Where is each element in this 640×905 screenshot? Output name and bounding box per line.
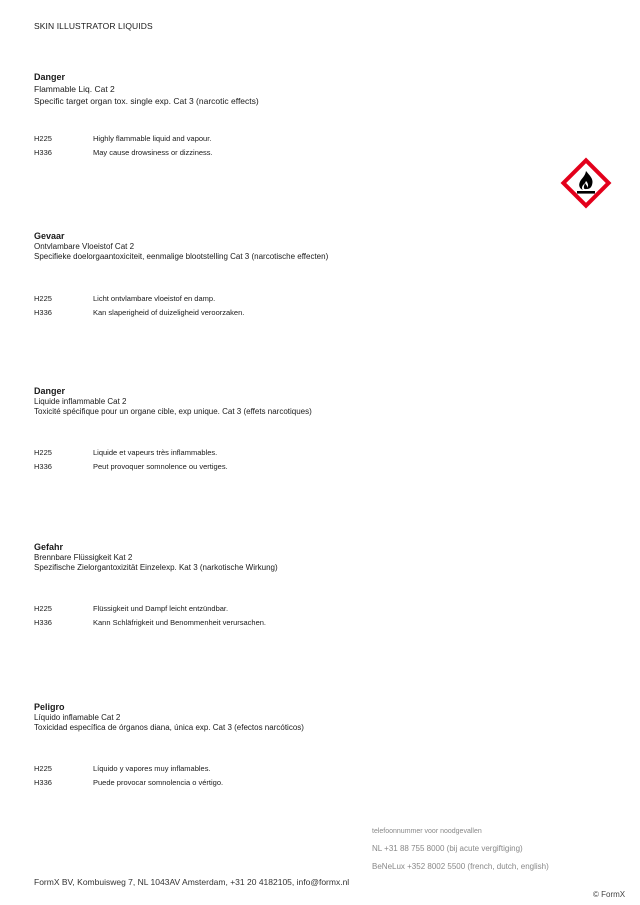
hazard-section-english [34,71,554,157]
hazard-text: Kan slaperigheid of duizeligheid veroorzaken. [93,308,245,317]
hazard-row [34,132,554,146]
hazard-code: H225 [34,764,52,773]
signal-word: Danger [34,386,66,396]
classification-line: Ontvlambare Vloeistof Cat 2 [34,242,135,251]
signal-word: Peligro [34,702,65,712]
hazard-code: H336 [34,148,52,157]
hazard-row [34,146,554,160]
classification-line: Toxicidad específica de órganos diana, única exp. Cat 3 (efectos narcóticos) [34,723,304,732]
hazard-section-dutch [34,230,554,317]
classification-line: Líquido inflamable Cat 2 [34,713,121,722]
hazard-statements [34,132,554,160]
hazard-code: H336 [34,462,52,471]
hazard-section-french [34,385,554,471]
classification-line: Specifieke doelorgaantoxiciteit, eenmalige blootstelling Cat 3 (narcotische effecten) [34,252,329,261]
classification-line: Liquide inflammable Cat 2 [34,397,127,406]
emergency-phone-nl: NL +31 88 755 8000 (bij acute vergiftiging) [372,844,523,853]
hazard-row [34,460,554,474]
hazard-statements [34,292,554,320]
hazard-code: H225 [34,294,52,303]
hazard-statements [34,602,554,630]
hazard-text: Liquide et vapeurs très inflammables. [93,448,218,457]
hazard-row [34,446,554,460]
classification-line: Specific target organ tox. single exp. Cat 3 (narcotic effects) [34,96,259,106]
emergency-contact [372,827,549,880]
hazard-text: Peut provoquer somnolence ou vertiges. [93,462,228,471]
company-address: FormX BV, Kombuisweg 7, NL 1043AV Amsterdam, +31 20 4182105, info@formx.nl [34,877,350,887]
hazard-row [34,762,554,776]
hazard-text: Flüssigkeit und Dampf leicht entzündbar. [93,604,229,613]
hazard-text: May cause drowsiness or dizziness. [93,148,213,157]
hazard-row [34,602,554,616]
classification-line: Spezifische Zielorgantoxizität Einzelexp. Kat 3 (narkotische Wirkung) [34,563,278,572]
hazard-text: Kann Schläfrigkeit und Benommenheit verursachen. [93,618,267,627]
hazard-text: Licht ontvlambare vloeistof en damp. [93,294,216,303]
classification-line: Flammable Liq. Cat 2 [34,84,115,94]
emergency-label: telefoonnummer voor noodgevallen [372,828,482,835]
hazard-section-german [34,541,554,627]
classification-line: Brennbare Flüssigkeit Kat 2 [34,553,133,562]
hazard-section-spanish [34,701,554,787]
hazard-row [34,306,554,320]
hazard-row [34,776,554,790]
signal-word: Danger [34,72,66,82]
classification-line: Toxicité spécifique pour un organe cible, exp unique. Cat 3 (effets narcotiques) [34,407,312,416]
hazard-statements [34,762,554,790]
hazard-statements [34,446,554,474]
hazard-text: Líquido y vapores muy inflamables. [93,764,211,773]
hazard-text: Puede provocar somnolencia o vértigo. [93,778,224,787]
signal-word: Gevaar [34,231,65,241]
hazard-row [34,616,554,630]
hazard-code: H336 [34,778,52,787]
emergency-phone-benelux: BeNeLux +352 8002 5500 (french, dutch, english) [372,862,549,871]
document-title: SKIN ILLUSTRATOR LIQUIDS [34,21,153,31]
flame-hazard-icon [560,157,612,209]
signal-word: Gefahr [34,542,64,552]
hazard-code: H336 [34,618,52,627]
hazard-code: H225 [34,448,52,457]
hazard-code: H225 [34,604,52,613]
hazard-text: Highly flammable liquid and vapour. [93,134,212,143]
hazard-code: H225 [34,134,52,143]
copyright-notice: © FormX [593,890,626,899]
hazard-row [34,292,554,306]
hazard-code: H336 [34,308,52,317]
